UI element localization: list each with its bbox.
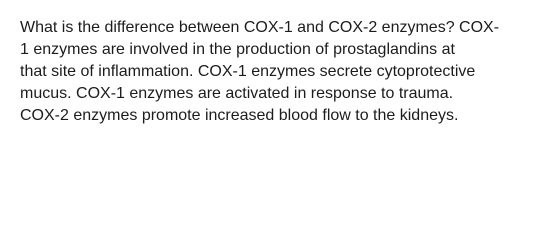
question-text: What is the difference between COX-1 and COX-2 enzymes? COX- 1 enzymes are involved in the production of prostaglandins at that site of inflammation. COX-1 enzymes secrete cytoprotective mucus. COX-1 enzymes are activated in response to trauma. COX-2 enzymes promote increased blood flow to the kidneys.: [20, 19, 500, 124]
